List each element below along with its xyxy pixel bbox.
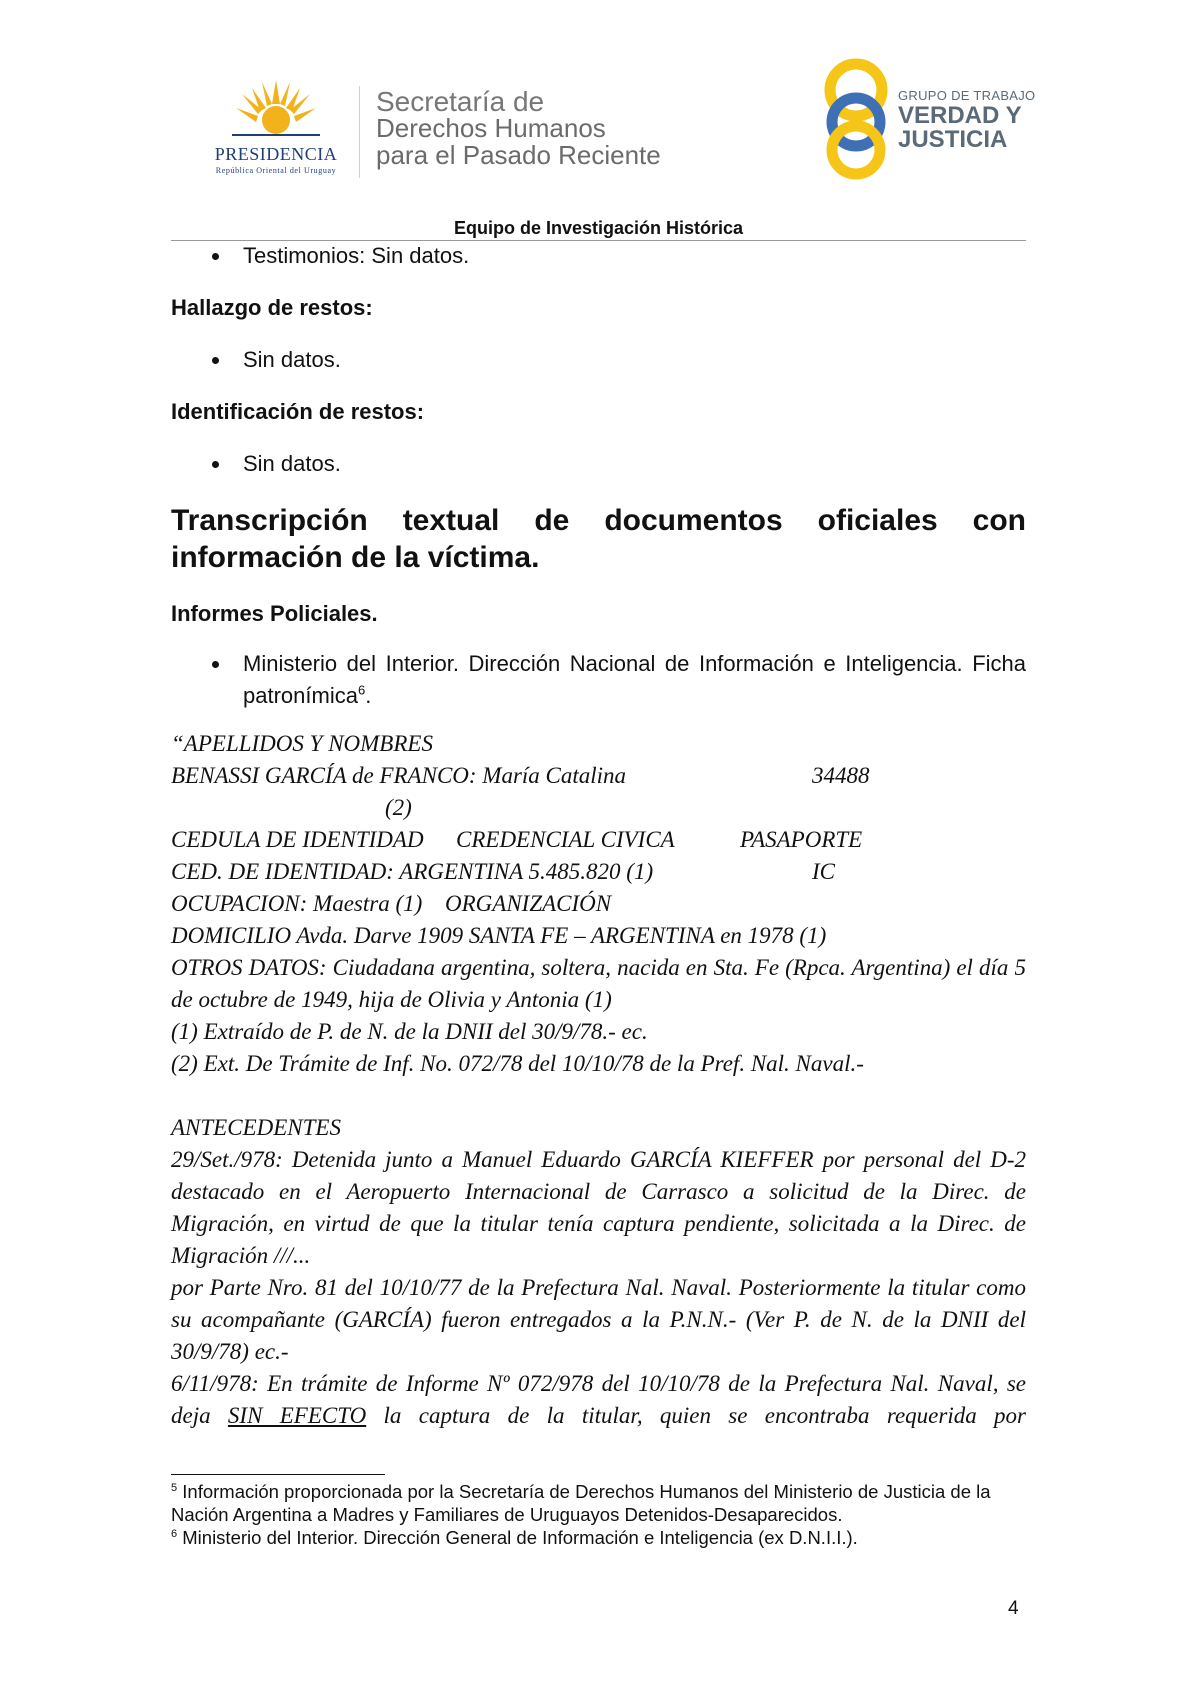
sin-efecto-underlined: SIN EFECTO <box>227 1403 367 1428</box>
footnotes <box>171 1480 1026 1549</box>
col-cedula: CEDULA DE IDENTIDAD <box>171 827 424 852</box>
secretaria-line-1: Secretaría de <box>376 86 545 117</box>
transcripcion-heading: Transcripción textual de documentos oficiales con información de la víctima. <box>171 504 1026 574</box>
informes-heading: Informes Policiales. <box>171 601 378 626</box>
hallazgo-bullet: Sin datos. <box>171 344 1026 376</box>
ficha-transcription <box>171 728 1026 1432</box>
col-pasaporte: PASAPORTE <box>740 827 863 852</box>
antecedente-2 <box>171 1368 1026 1432</box>
ficha-row-name <box>171 760 1026 792</box>
footnote-6-text: Ministerio del Interior. Dirección General de Información e Inteligencia (ex D.N.I.I.). <box>177 1527 858 1548</box>
ficha-row-apellidos <box>171 728 1026 760</box>
name-ref: (2) <box>385 795 412 820</box>
ficha-row-ced <box>171 856 1026 888</box>
ministerio-text: Ministerio del Interior. Dirección Nacional de Información e Inteligencia. Ficha patronímica <box>243 651 1026 708</box>
ref-1: (1) Extraído de P. de N. de la DNII del 30/9/78.- ec. <box>171 1019 648 1044</box>
secretaria-title <box>376 88 661 169</box>
secretaria-line-2: Derechos Humanos <box>376 113 606 143</box>
testimonios-bullet: Testimonios: Sin datos. <box>171 240 1026 272</box>
presidencia-subtitle: República Oriental del Uruguay <box>215 166 337 175</box>
footnote-6 <box>171 1526 1026 1549</box>
ficha-number: 34488 <box>812 763 870 788</box>
sun-emblem-icon <box>232 80 320 146</box>
ic-value: IC <box>812 859 835 884</box>
ced-value: CED. DE IDENTIDAD: ARGENTINA 5.485.820 (1) <box>171 859 654 884</box>
ministerio-bullet <box>171 648 1026 712</box>
antecedentes-label: ANTECEDENTES <box>171 1115 341 1140</box>
ficha-row-ref2 <box>171 1048 1026 1080</box>
antecedente-2-post: la captura de la titular, quien se encontraba requerida por <box>366 1403 1026 1428</box>
ministerio-end: . <box>365 683 372 708</box>
presidencia-logo <box>196 80 356 180</box>
footnote-ref-6: 6 <box>357 682 366 698</box>
gtvj-line-2: JUSTICIA <box>898 126 1008 153</box>
ocupacion: OCUPACION: Maestra (1) <box>171 891 423 916</box>
antecedente-1b: por Parte Nro. 81 del 10/10/77 de la Prefectura Nal. Naval. Posteriormente la titular como su acompañante (GARCÍA) fueron entregados a la P.N.N.- (Ver P. de N. de la DNII del 30/9/78) ec.- <box>171 1275 1026 1364</box>
footnote-6-number: 6 <box>171 1527 178 1540</box>
secretaria-line-3: para el Pasado Reciente <box>376 140 661 170</box>
footnote-rule <box>171 1474 385 1475</box>
ficha-row-name-ref <box>171 792 1026 824</box>
footnote-5-text: Información proporcionada por la Secretaría de Derechos Humanos del Ministerio de Justicia de la Nación Argentina a Madres y Familiares de Uruguayos Detenidos-Desaparecidos. <box>171 1481 991 1525</box>
apellidos-label: “APELLIDOS Y NOMBRES <box>171 731 433 756</box>
ficha-row-domicilio <box>171 920 1026 952</box>
ficha-row-ref1 <box>171 1016 1026 1048</box>
ficha-row-columns <box>171 824 1026 856</box>
gtvj-line-1: VERDAD Y <box>898 102 1022 129</box>
col-credencial: CREDENCIAL CIVICA <box>456 827 675 852</box>
domicilio: DOMICILIO Avda. Darve 1909 SANTA FE – ARGENTINA en 1978 (1) <box>171 923 827 948</box>
document-body <box>171 240 1026 1432</box>
blank-line <box>171 1080 1026 1112</box>
verdad-justicia-logo <box>820 56 1036 180</box>
footnote-5 <box>171 1480 1026 1526</box>
identificacion-bullet: Sin datos. <box>171 448 1026 480</box>
team-title: Equipo de Investigación Histórica <box>453 218 744 238</box>
otros-datos: OTROS DATOS: Ciudadana argentina, soltera, nacida en Sta. Fe (Rpca. Argentina) el día 5 de octubre de 1949, hija de Olivia y Antonia (1) <box>171 955 1026 1012</box>
presidencia-wordmark: PRESIDENCIA <box>214 144 338 164</box>
ref-2: (2) Ext. De Trámite de Inf. No. 072/78 del 10/10/78 de la Pref. Nal. Naval.- <box>171 1051 864 1076</box>
interlocked-rings-icon <box>820 56 900 180</box>
antecedente-1: 29/Set./978: Detenida junto a Manuel Eduardo GARCÍA KIEFFER por personal del D-2 destacado en el Aeropuerto Internacional de Carrasco a solicitud de la Direc. de Migración, en virtud de que la titular tenía captura pendiente, solicitada a la Direc. de Migración ///... <box>171 1147 1026 1268</box>
ficha-row-ocupacion <box>171 888 1026 920</box>
victim-name: BENASSI GARCÍA de FRANCO: María Catalina <box>171 763 627 788</box>
ficha-row-antecedentes <box>171 1112 1026 1144</box>
identificacion-heading: Identificación de restos: <box>171 399 425 424</box>
antecedente-2-pre: 6/11/978: En trámite de Informe Nº 072/978 del 10/10/78 de la Prefectura Nal. Naval, se deja <box>171 1371 1026 1428</box>
gtvj-small-label: GRUPO DE TRABAJO <box>898 88 1036 103</box>
hallazgo-heading: Hallazgo de restos: <box>171 295 373 320</box>
organizacion: ORGANIZACIÓN <box>445 891 612 916</box>
footnote-5-number: 5 <box>171 1481 178 1494</box>
logo-divider <box>359 86 360 178</box>
page-number: 4 <box>1008 1598 1019 1619</box>
